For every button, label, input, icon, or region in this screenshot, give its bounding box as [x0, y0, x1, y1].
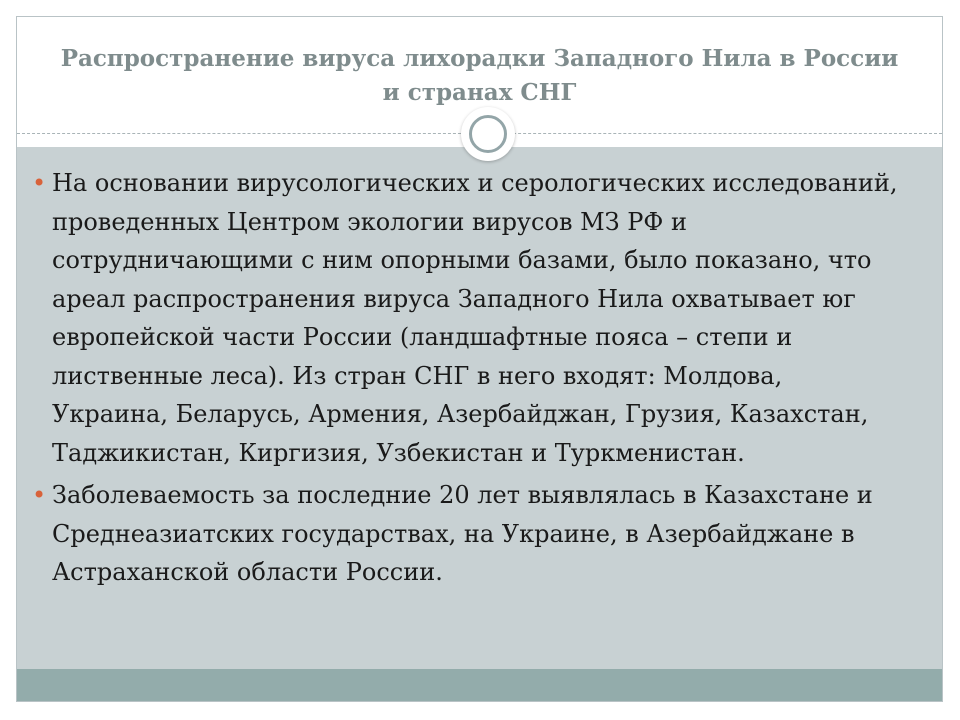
bullet-marker-icon: •	[32, 169, 47, 197]
bullet-list	[32, 164, 902, 596]
bullet-item	[32, 476, 902, 592]
bullet-item	[32, 164, 902, 472]
bullet-text: Заболеваемость за последние 20 лет выявлялась в Казахстане и Среднеазиатских государствах, на Украине, в Азербайджане в Астраханской области России.	[52, 481, 873, 586]
bullet-marker-icon: •	[32, 481, 47, 509]
circle-ring-icon	[461, 107, 515, 161]
slide-title: Распространение вируса лихорадки Западного Нила в России и странах СНГ	[60, 45, 899, 106]
footer-band	[17, 669, 942, 701]
bullet-text: На основании вирусологических и серологических исследований, проведенных Центром экологии вирусов МЗ РФ и сотрудничающими с ним опорными базами, было показано, что ареал распространения вируса Западного Нила охватывает юг европейской части России (ландшафтные пояса – степи и лиственные леса). Из стран СНГ в него входят: Молдова, Украина, Беларусь, Армения, Азербайджан, Грузия, Казахстан, Таджикистан, Киргизия, Узбекистан и Туркменистан.	[52, 169, 898, 467]
